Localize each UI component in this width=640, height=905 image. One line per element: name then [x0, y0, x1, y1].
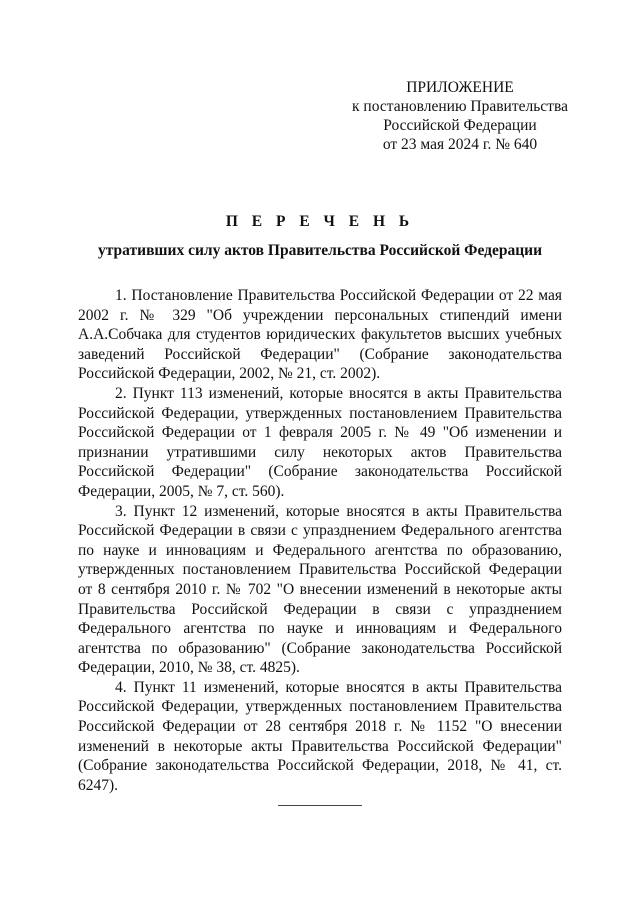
list-item: 3. Пункт 12 изменений, которые вносятся в акты Правительства Российской Федерации в связи с упразднением Федерального агентства по науке и инновациям и Федерального агентства по образованию, утвержденных постановлением Правительства Российской Федерации от 8 сентября 2010 г. № 702 "О внесении изменений в некоторые акты Правительства Российской Федерации в связи с упразднением Федерального агентства по науке и инновациям и Федерального агентства по образованию" (Собрание законодательства Российской Федерации, 2010, № 38, ст. 4825).	[78, 502, 562, 677]
document-title: П Е Р Е Ч Е Н Ь	[225, 213, 415, 230]
annex-authority: Российской Федерации	[383, 117, 537, 134]
list-item: 1. Постановление Правительства Российской Федерации от 22 мая 2002 г. № 329 "Об учреждении персональных стипендий имени А.А.Собчака для студентов юридических факультетов высших учебных заведений Российской Федерации" (Собрание законодательства Российской Федерации, 2002, № 21, ст. 2002).	[78, 287, 562, 383]
list-item: 4. Пункт 11 изменений, которые вносятся в акты Правительства Российской Федерации, утвержденных постановлением Правительства Российской Федерации от 28 сентября 2018 г. № 1152 "О внесении изменений в некоторые акты Правительства Российской Федерации" (Собрание законодательства Российской Федерации, 2018, № 41, ст. 6247).	[78, 678, 562, 794]
document-title-block	[60, 212, 580, 261]
annex-date: от 23 мая 2024 г. № 640	[382, 136, 538, 153]
annex-title: ПРИЛОЖЕНИЕ	[406, 79, 514, 96]
document-subtitle: утративших силу актов Правительства Российской Федерации	[98, 242, 542, 259]
annex-reference: к постановлению Правительства	[352, 98, 568, 115]
list-item: 2. Пункт 113 изменений, которые вносятся в акты Правительства Российской Федерации, утвержденных постановлением Правительства Российской Федерации от 1 февраля 2005 г. № 49 "Об изменении и признании утратившими силу некоторых актов Правительства Российской Федерации" (Собрание законодательства Российской Федерации, 2005, № 7, ст. 560).	[78, 384, 562, 500]
end-divider	[278, 805, 362, 806]
annex-header	[330, 78, 590, 154]
document-body	[78, 286, 562, 795]
